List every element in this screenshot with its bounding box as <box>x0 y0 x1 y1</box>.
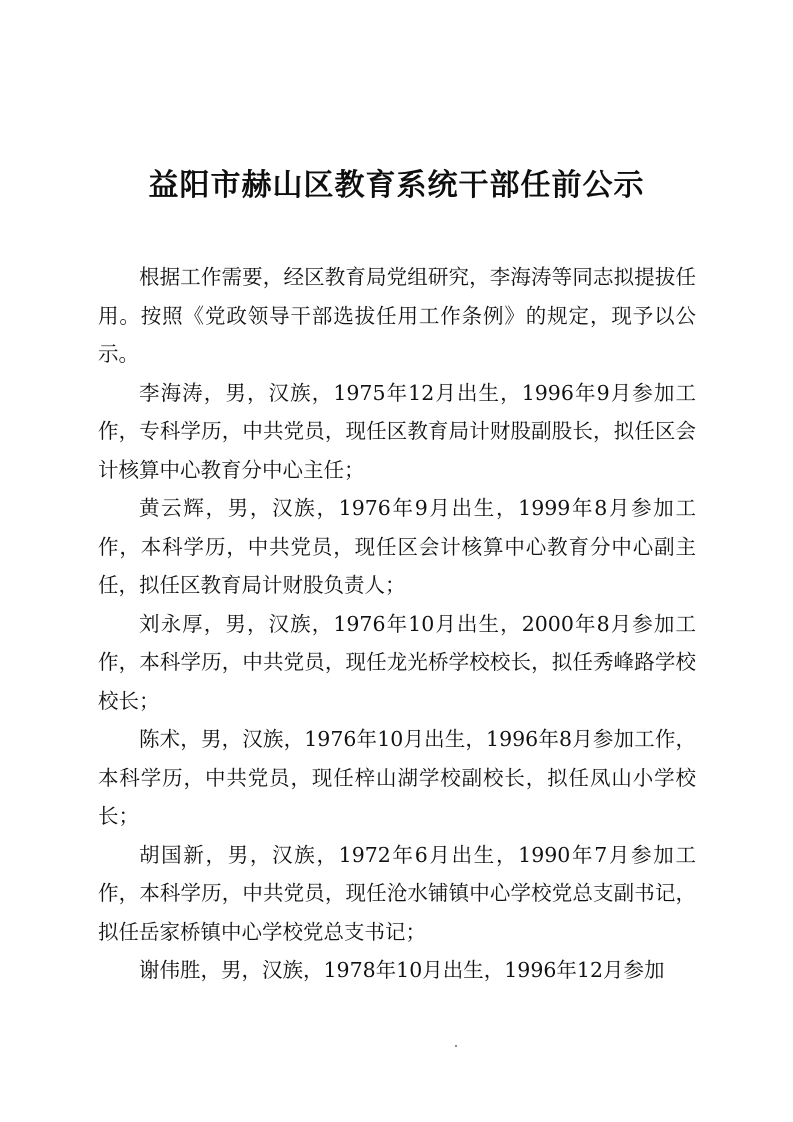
candidate-paragraph-huang-yunhui: 黄云辉，男，汉族，1976年9月出生，1999年8月参加工作，本科学历，中共党员，现任区会计核算中心教育分中心副主任，拟任区教育局计财股负责人； <box>98 496 696 597</box>
scan-speck <box>455 1045 457 1047</box>
document-title: 益阳市赫山区教育系统干部任前公示 <box>148 168 645 203</box>
candidate-paragraph-xie-weisheng: 谢伟胜，男，汉族，1978年10月出生，1996年12月参加 <box>139 958 665 982</box>
intro-paragraph: 根据工作需要，经区教育局党组研究，李海涛等同志拟提拔任用。按照《党政领导干部选拔任用工作条例》的规定，现予以公示。 <box>98 265 696 366</box>
candidate-paragraph-liu-yonghou: 刘永厚，男，汉族，1976年10月出生，2000年8月参加工作，本科学历，中共党员，现任龙光桥学校校长，拟任秀峰路学校校长； <box>98 611 696 713</box>
candidate-paragraph-hu-guoxin: 胡国新，男，汉族，1972年6月出生，1990年7月参加工作，本科学历，中共党员，现任沧水铺镇中心学校党总支副书记，拟任岳家桥镇中心学校党总支书记； <box>98 842 696 944</box>
document-body <box>98 258 696 990</box>
candidate-paragraph-li-haitao: 李海涛，男，汉族，1975年12月出生，1996年9月参加工作，专科学历，中共党员，现任区教育局计财股副股长，拟任区会计核算中心教育分中心主任； <box>98 380 696 482</box>
candidate-paragraph-chen-shu: 陈术，男，汉族，1976年10月出生，1996年8月参加工作，本科学历，中共党员，现任梓山湖学校副校长，拟任凤山小学校长； <box>98 727 696 828</box>
